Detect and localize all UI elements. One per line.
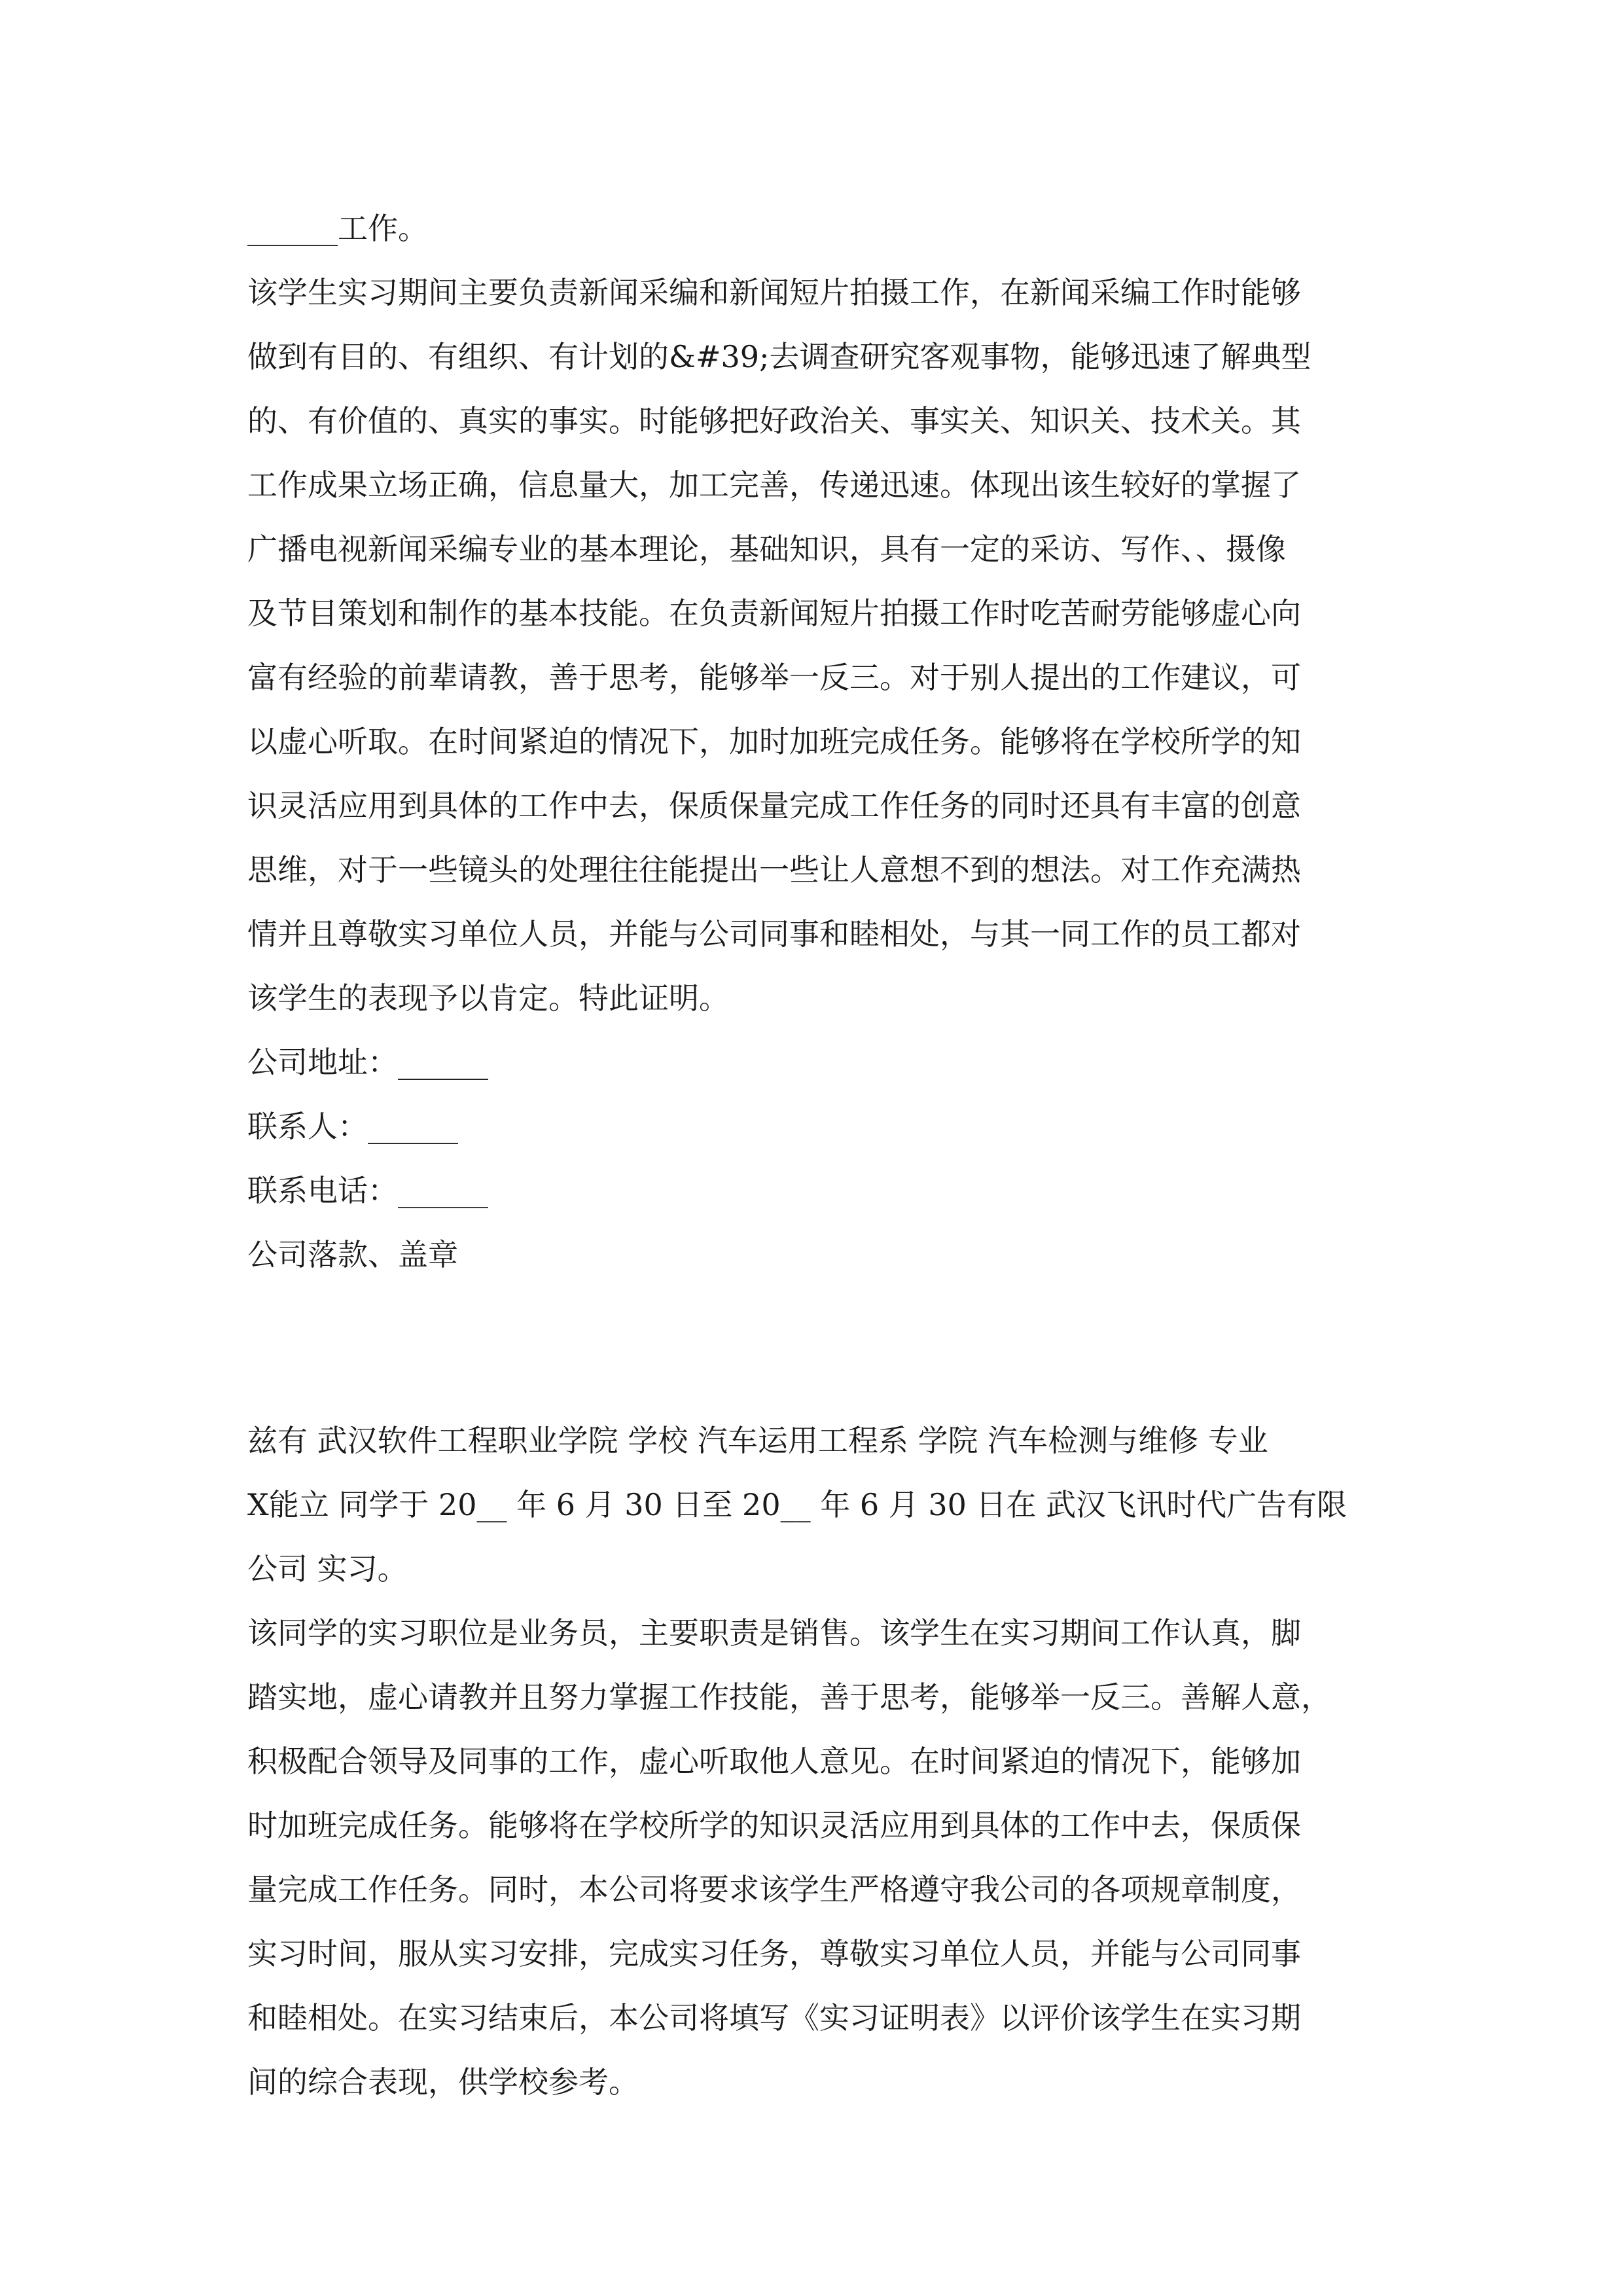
paragraph-line: 工作成果立场正确，信息量大，加工完善，传递迅速。体现出该生较好的掌握了 (247, 467, 1301, 503)
paragraph-line: 积极配合领导及同事的工作，虚心听取他人意见。在时间紧迫的情况下，能够加 (247, 1744, 1301, 1779)
paragraph-line: 踏实地，虚心请教并且努力掌握工作技能，善于思考，能够举一反三。善解人意， (247, 1679, 1331, 1715)
paragraph-line: 思维，对于一些镜头的处理往往能提出一些让人意想不到的想法。对工作充满热 (247, 852, 1301, 888)
paragraph-line: 公司 实习。 (247, 1551, 408, 1587)
document-page (247, 196, 1386, 2114)
paragraph-line: 该同学的实习职位是业务员，主要职责是销售。该学生在实习期间工作认真，脚 (247, 1615, 1301, 1651)
paragraph-line: 间的综合表现，供学校参考。 (247, 2064, 639, 2100)
contact-phone: 联系电话：______ (247, 1173, 488, 1208)
section-gap (247, 1287, 1386, 1408)
contact-person: 联系人：______ (247, 1109, 458, 1144)
paragraph-line: 实习时间，服从实习安排，完成实习任务，尊敬实习单位人员，并能与公司同事 (247, 1936, 1301, 1971)
paragraph-line: 该学生实习期间主要负责新闻采编和新闻短片拍摄工作，在新闻采编工作时能够 (247, 275, 1301, 310)
certificate-section-2 (247, 1408, 1386, 2114)
paragraph-line: 识灵活应用到具体的工作中去，保质保量完成工作任务的同时还具有丰富的创意 (247, 788, 1301, 823)
certificate-section-1 (247, 196, 1386, 1287)
paragraph-line: 以虚心听取。在时间紧迫的情况下，加时加班完成任务。能够将在学校所学的知 (247, 724, 1301, 759)
paragraph-line: 富有经验的前辈请教，善于思考，能够举一反三。对于别人提出的工作建议，可 (247, 660, 1301, 695)
paragraph-line: 时加班完成任务。能够将在学校所学的知识灵活应用到具体的工作中去，保质保 (247, 1808, 1301, 1843)
paragraph-line: 兹有 武汉软件工程职业学院 学校 汽车运用工程系 学院 汽车检测与维修 专业 (247, 1423, 1268, 1458)
paragraph-line: 做到有目的、有组织、有计划的&#39;去调查研究客观事物，能够迅速了解典型 (247, 339, 1311, 374)
paragraph-line: 的、有价值的、真实的事实。时能够把好政治关、事实关、知识关、技术关。其 (247, 403, 1301, 439)
paragraph-line: 量完成工作任务。同时，本公司将要求该学生严格遵守我公司的各项规章制度， (247, 1872, 1301, 1907)
paragraph-line: 情并且尊敬实习单位人员，并能与公司同事和睦相处，与其一同工作的员工都对 (247, 916, 1301, 952)
paragraph-line: 广播电视新闻采编专业的基本理论，基础知识，具有一定的采访、写作、、摄像 (247, 531, 1286, 567)
paragraph-line: X能立 同学于 20__ 年 6 月 30 日至 20__ 年 6 月 30 日在 武汉飞讯时代广告有限 (247, 1487, 1347, 1522)
paragraph-line: ______工作。 (247, 211, 428, 246)
company-seal: 公司落款、盖章 (247, 1237, 458, 1272)
company-address: 公司地址：______ (247, 1045, 488, 1080)
paragraph-line: 该学生的表现予以肯定。特此证明。 (247, 980, 729, 1016)
paragraph-line: 及节目策划和制作的基本技能。在负责新闻短片拍摄工作时吃苦耐劳能够虚心向 (247, 596, 1301, 631)
paragraph-line: 和睦相处。在实习结束后，本公司将填写《实习证明表》以评价该学生在实习期 (247, 2000, 1301, 2036)
